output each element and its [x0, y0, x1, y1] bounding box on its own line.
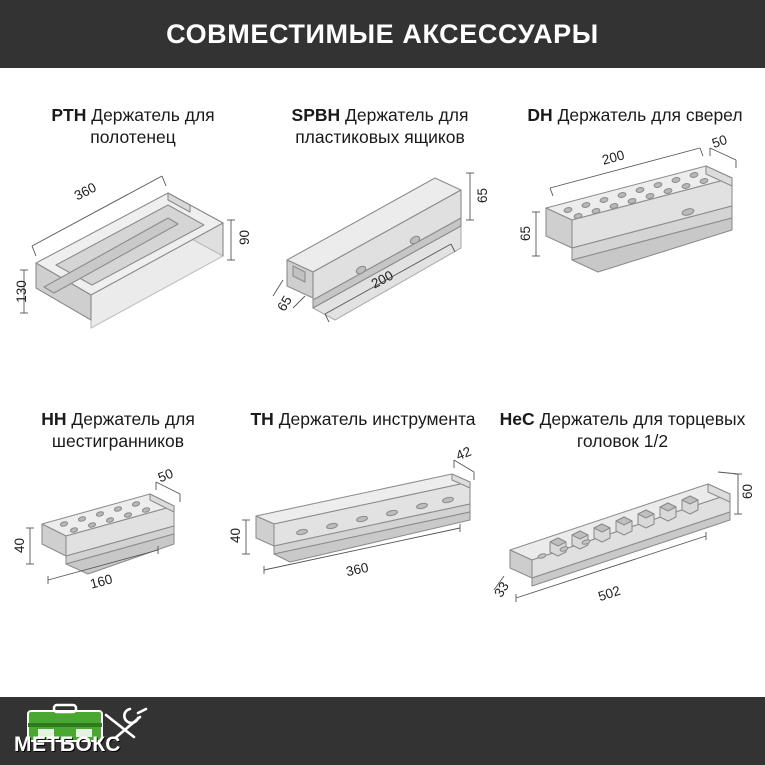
product-code-dh: DH	[527, 105, 553, 125]
dim-dh-height: 65	[518, 226, 534, 242]
product-card-dh	[520, 104, 750, 316]
dim-spbh-depth: 65	[274, 293, 295, 315]
toolbox-logo-icon	[10, 703, 166, 759]
dim-hec-length: 502	[596, 583, 623, 605]
product-title-th	[238, 408, 488, 430]
header-bar	[0, 0, 765, 68]
product-title-dh	[520, 104, 750, 126]
product-name-spbh: Держатель для пластиковых ящиков	[295, 105, 469, 148]
product-figure-th	[228, 430, 488, 590]
dim-dh-length: 200	[600, 147, 627, 168]
dim-spbh-length: 200	[368, 268, 396, 292]
product-title-hec	[490, 408, 755, 452]
product-figure-dh	[520, 126, 750, 316]
product-card-th	[228, 408, 488, 590]
brand-logo	[10, 703, 166, 759]
dim-th-height: 40	[228, 528, 244, 544]
dim-pth-height: 90	[237, 230, 253, 246]
product-name-pth: Держатель для полотенец	[90, 105, 215, 148]
product-card-hec	[490, 408, 755, 612]
product-figure-hh	[8, 452, 228, 612]
dim-hh-width: 50	[155, 466, 176, 486]
product-card-spbh	[265, 104, 495, 338]
product-code-pth: PTH	[51, 105, 87, 125]
product-code-hec: HeC	[499, 409, 535, 429]
page-title: СОВМЕСТИМЫЕ АКСЕССУАРЫ	[166, 18, 599, 49]
product-code-spbh: SPBH	[291, 105, 341, 125]
product-grid	[0, 68, 765, 697]
dim-th-width: 42	[453, 443, 474, 464]
dim-pth-depth: 130	[13, 280, 29, 304]
product-figure-pth	[13, 148, 253, 338]
dim-hec-depth: 33	[491, 579, 512, 601]
product-title-pth	[18, 104, 248, 148]
brand-name: МЕТБОКС	[14, 733, 121, 756]
product-title-hh	[8, 408, 228, 452]
hec-dimensions	[490, 452, 755, 612]
footer-bar	[0, 697, 765, 765]
spbh-dimensions	[265, 148, 495, 338]
product-code-hh: HH	[41, 409, 67, 429]
dh-dimensions	[520, 126, 750, 316]
product-name-dh: Держатель для сверел	[557, 105, 743, 125]
dim-spbh-height: 65	[475, 188, 491, 204]
dim-hh-length: 160	[88, 571, 115, 593]
product-title-spbh	[265, 104, 495, 148]
product-card-hh	[8, 408, 228, 612]
dim-dh-width: 50	[710, 132, 729, 152]
pth-dimensions	[18, 148, 248, 338]
dim-hec-height: 60	[740, 484, 756, 500]
product-name-th: Держатель инструмента	[278, 409, 476, 429]
dim-hh-height: 40	[12, 538, 28, 554]
hh-dimensions	[8, 452, 228, 612]
product-code-th: TH	[250, 409, 274, 429]
product-name-hh: Держатель для шестигранников	[51, 409, 195, 452]
product-name-hec: Держатель для торцевых головок 1/2	[539, 409, 746, 452]
dim-pth-length: 360	[71, 180, 99, 204]
product-figure-spbh	[265, 148, 495, 338]
product-figure-hec	[490, 452, 755, 612]
dim-th-length: 360	[344, 560, 370, 580]
product-card-pth	[13, 104, 253, 338]
